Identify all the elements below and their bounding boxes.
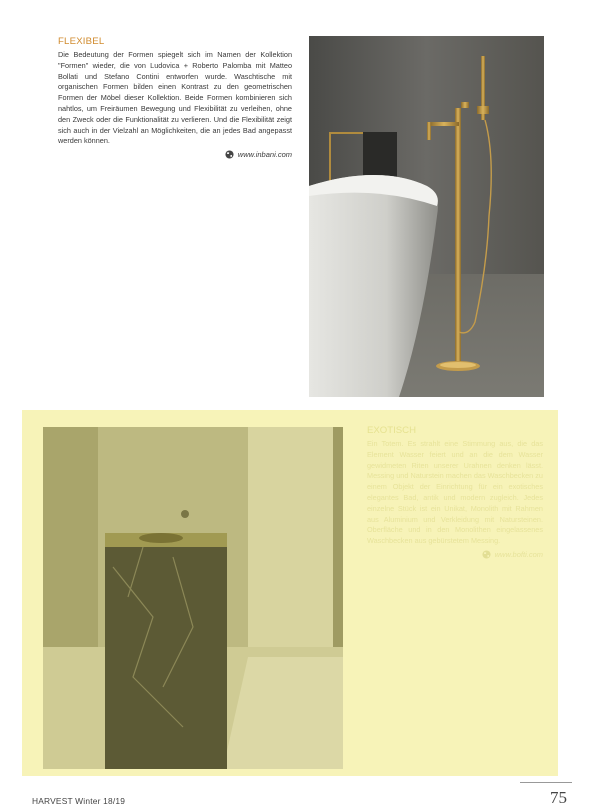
body-exotisch: Ein Totem. Es strahlt eine Stimmung aus, die das Element Wasser feiert und an die dem Wasser gewidmeten Riten unserer Urahnen denken lässt. Messing und Naturstein machen das Waschbecken zu einem Objekt der Einrichtung für ein exotisches elegantes Bad, antik und modern zugleich. Jedes einzelne Stück ist ein Unikat, Monolith mit Rahmen aus Aluminium und Verkleidung mit Natursteinen. Oberfläche und in den Monolithen eingelassenes Waschbecken aus gebürstetem Messing. bbox=[367, 439, 543, 546]
photo-bathtub-faucet bbox=[309, 36, 544, 397]
web-reference-exotisch[interactable] bbox=[367, 550, 543, 559]
url-flexibel[interactable]: www.inbani.com bbox=[237, 150, 292, 160]
marble-basin-illustration bbox=[43, 427, 343, 769]
web-reference-flexibel[interactable] bbox=[58, 150, 292, 159]
heading-exotisch: EXOTISCH bbox=[367, 425, 417, 436]
globe-icon bbox=[225, 150, 234, 159]
article-flexibel bbox=[58, 36, 292, 159]
footer-rule bbox=[520, 782, 572, 783]
publication-name: HARVEST Winter 18/19 bbox=[32, 796, 126, 806]
body-flexibel: Die Bedeutung der Formen spiegelt sich im Namen der Kollektion "Formen" wieder, die von Ludovica + Roberto Palomba mit Matteo Bollati und Stefano Contini entworfen wurde. Waschtische mit organischen Formen bilden einen Kontrast zu den geometrischen Formen der Möbel dieser Kollektion. Beide Formen kombinieren sich nahtlos, um Freiräumen Bewegung und Flexibilität zu verleihen, ohne den Zweck oder die Funktionalität zu verlieren. Und die Flexibilität zeigt sich auch in der Vielzahl an Möglichkeiten, die an jedes Bad angepasst werden können. bbox=[58, 50, 292, 146]
url-exotisch[interactable]: www.bofti.com bbox=[494, 549, 543, 559]
globe-icon bbox=[482, 550, 491, 559]
photo-marble-basin bbox=[43, 427, 343, 769]
heading-flexibel: FLEXIBEL bbox=[58, 36, 105, 47]
page-number: 75 bbox=[550, 788, 567, 807]
article-exotisch bbox=[367, 425, 543, 559]
bathtub-faucet-illustration bbox=[309, 36, 544, 397]
